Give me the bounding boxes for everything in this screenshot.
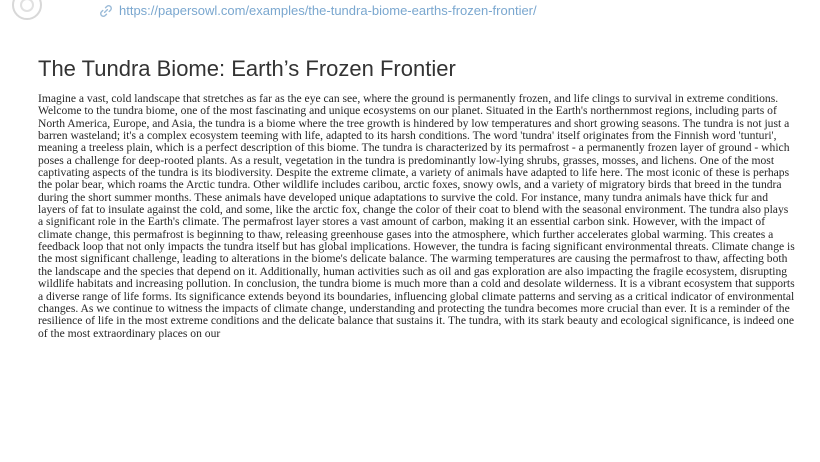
link-icon	[99, 4, 113, 18]
article-body: Imagine a vast, cold landscape that stretches as far as the eye can see, where the ground is permanently frozen, and life clings to survival in extreme conditions. Welcome to the tundra biome, one of the most fascinating and unique ecosystems on our planet. Situated in the Earth's northernmost regions, including parts of North America, Europe, and Asia, the tundra is a biome where the tree growth is hindered by low temperatures and short growing seasons. The tundra is not just a barren wasteland; it's a complex ecosystem teeming with life, adapted to its harsh conditions. The word 'tundra' itself originates from the Finnish word 'tunturi', meaning a treeless plain, which is a perfect description of this biome. The tundra is characterized by its permafrost - a permanently frozen layer of ground - which poses a challenge for deep-rooted plants. As a result, vegetation in the tundra is predominantly low-lying shrubs, grasses, mosses, and lichens. One of the most captivating aspects of the tundra is its biodiversity. Despite the extreme climate, a variety of animals have adapted to life here. The most iconic of these is perhaps the polar bear, which roams the Arctic tundra. Other wildlife includes caribou, arctic foxes, snowy owls, and a variety of migratory birds that breed in the tundra during the short summer months. These animals have developed unique adaptations to survive the cold. For instance, many tundra animals have thick fur and layers of fat to insulate against the cold, and some, like the arctic fox, change the color of their coat to blend with the seasonal environment. The tundra also plays a significant role in the Earth's climate. The permafrost layer stores a vast amount of carbon, making it an essential carbon sink. However, with the impact of climate change, this permafrost is beginning to thaw, releasing greenhouse gases into the atmosphere, which further accelerates global warming. This creates a feedback loop that not only impacts the tundra itself but has global implications. However, the tundra is facing significant environmental threats. Climate change is the most significant challenge, leading to alterations in the biome's delicate balance. The warming temperatures are causing the permafrost to thaw, affecting both the landscape and the species that depend on it. Additionally, human activities such as oil and gas exploration are also impacting the fragile ecosystem, disrupting wildlife habitats and increasing pollution. In conclusion, the tundra biome is much more than a cold and desolate wilderness. It is a vibrant ecosystem that supports a diverse range of life forms. Its significance extends beyond its boundaries, influencing global climate patterns and serving as a critical indicator of environmental changes. As we continue to witness the impacts of climate change, understanding and protecting the tundra becomes more crucial than ever. It is a reminder of the resilience of life in the most extreme conditions and the delicate balance that sustains it. The tundra, with its stark beauty and ecological significance, is indeed one of the most extraordinary places on our	[38, 92, 795, 340]
page-title: The Tundra Biome: Earth’s Frozen Frontier	[38, 56, 456, 81]
site-logo-icon	[12, 0, 42, 20]
header-bar	[0, 0, 820, 26]
source-url-link[interactable]: https://papersowl.com/examples/the-tundra-biome-earths-frozen-frontier/	[119, 3, 537, 18]
